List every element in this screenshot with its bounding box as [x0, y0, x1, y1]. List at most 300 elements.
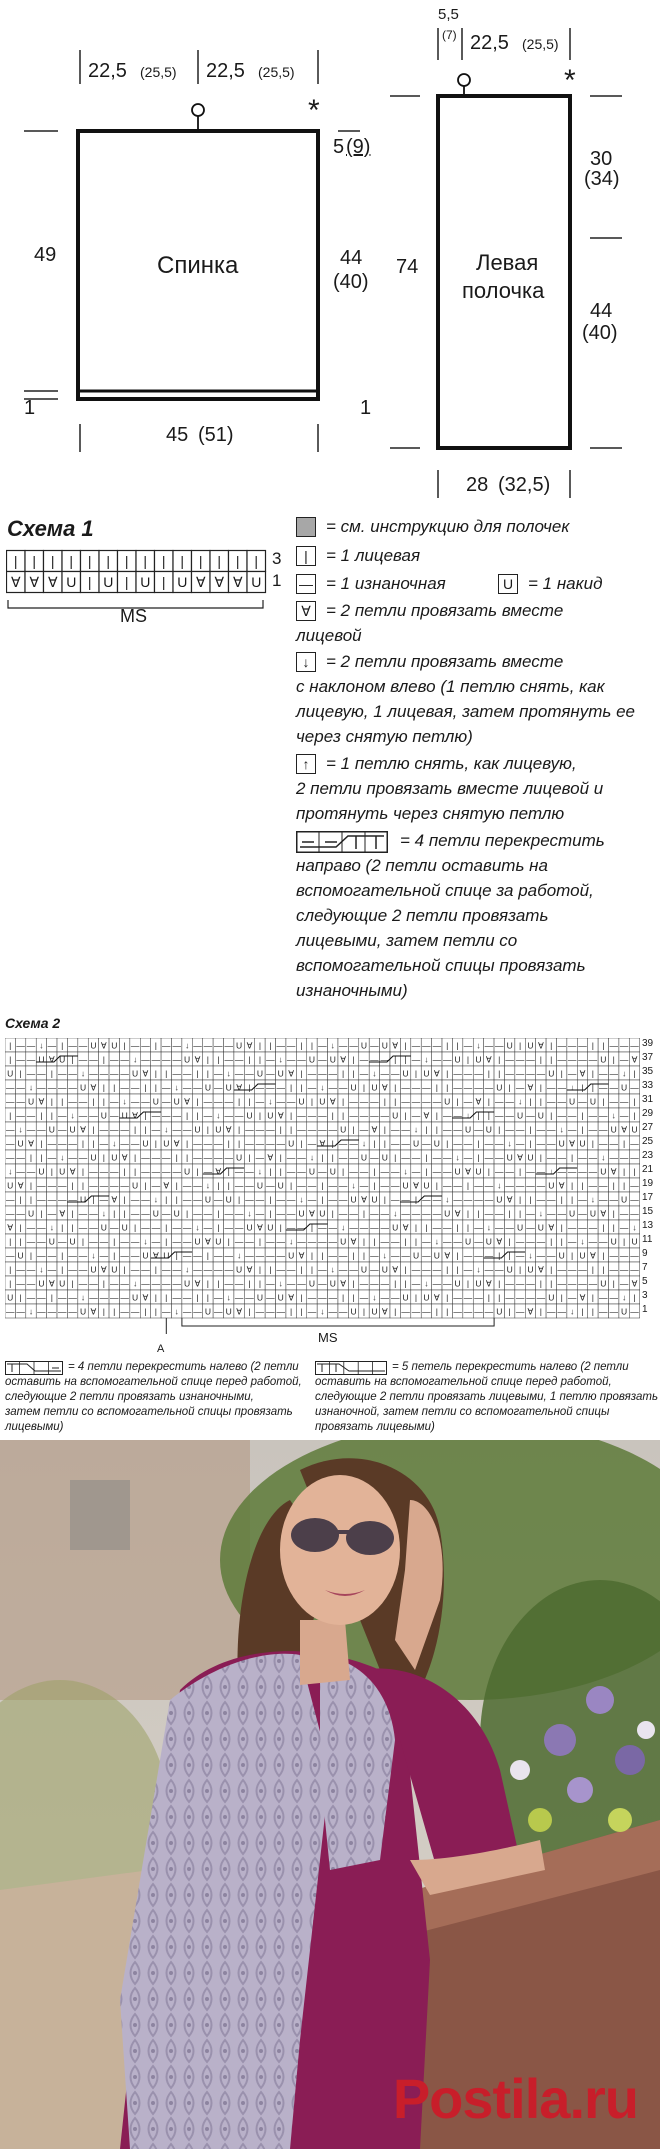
scheme2-symbol: — [567, 1264, 577, 1275]
scheme2-symbol: U [548, 1180, 555, 1191]
scheme2-symbol: ∀ [204, 1236, 211, 1247]
scheme2-symbol: — [484, 1082, 494, 1093]
scheme2-symbol: — [130, 1040, 140, 1051]
scheme2-symbol: — [234, 1166, 244, 1177]
scheme2-symbol: — [619, 1110, 629, 1121]
scheme2-symbol: — [453, 1236, 462, 1247]
scheme2-symbol: ∀ [38, 1096, 45, 1107]
photo-illustration [0, 1440, 660, 2149]
legend-cross4-3: вспомогательной спице за работой, [296, 881, 594, 900]
scheme2-symbol: U [412, 1250, 420, 1261]
scheme2-symbol: — [307, 1082, 317, 1093]
scheme2-symbol: U [225, 1194, 232, 1205]
scheme2-symbol: ∀ [257, 1222, 263, 1233]
scheme2-symbol: — [182, 1292, 192, 1303]
scheme2-symbol: — [214, 1264, 223, 1275]
scheme2-symbol: — [359, 1166, 369, 1177]
scheme2-symbol: — [203, 1110, 213, 1121]
scheme2-symbol: — [557, 1054, 566, 1065]
scheme2-symbol: ∀ [111, 1194, 118, 1205]
scheme2-symbol: | [71, 1222, 74, 1233]
scheme2-symbol: — [172, 1278, 181, 1289]
scheme2-symbol: U [142, 1138, 149, 1149]
scheme2-symbol: ↓ [601, 1152, 606, 1163]
scheme2-symbol: U [600, 1278, 607, 1289]
scheme2-symbol: — [89, 1166, 98, 1177]
scheme2-symbol: U [423, 1180, 430, 1191]
scheme2-symbol: — [557, 1152, 566, 1163]
scheme2-symbol: | [238, 1138, 241, 1149]
scheme2-symbol: — [47, 1040, 57, 1051]
scheme2-symbol: — [68, 1306, 77, 1317]
legend-sk2p-2: 2 петли провязать вместе лицевой и [296, 779, 604, 798]
scheme2-symbol: ∀ [225, 1124, 232, 1135]
back-hem-right: 1 [360, 397, 372, 419]
legend-k2tog: = 2 петли провязать вместе [326, 601, 564, 620]
scheme2-symbol: — [47, 1208, 57, 1219]
scheme2-symbol: — [266, 1068, 275, 1079]
scheme2-symbol: — [182, 1180, 192, 1191]
scheme2-symbol: — [26, 1068, 36, 1079]
scheme2-symbol: — [505, 1068, 514, 1079]
scheme1-symbol: | [235, 553, 240, 569]
scheme2-symbol: — [318, 1068, 327, 1079]
back-height-left: 49 [34, 244, 57, 266]
scheme1-symbol: U [66, 574, 77, 590]
back-shoulder-alt: (9) [346, 136, 371, 158]
scheme2-symbol: U [59, 1278, 66, 1289]
scheme2-symbol: U [256, 1292, 264, 1303]
scheme2-symbol: U [288, 1250, 295, 1261]
scheme2-symbol: — [130, 1138, 140, 1149]
scheme2-symbol: — [99, 1236, 109, 1247]
scheme2-symbol: — [57, 1306, 67, 1317]
scheme2-symbol: — [110, 1166, 119, 1177]
scheme2-symbol: — [245, 1138, 254, 1149]
scheme2-symbol: — [536, 1138, 546, 1149]
row-number: 25 [642, 1136, 654, 1147]
scheme2-symbol: U [236, 1264, 243, 1275]
scheme2-symbol: ∀ [100, 1264, 107, 1275]
scheme2-symbol: | [435, 1306, 438, 1317]
scheme1-symbol: | [69, 553, 74, 569]
scheme2-symbol: | [342, 1166, 345, 1177]
scheme2-symbol: — [130, 1096, 140, 1107]
scheme2-symbol: U [558, 1250, 565, 1261]
scheme2-symbol: — [578, 1278, 587, 1289]
scheme2-symbol: — [286, 1208, 296, 1219]
scheme2-symbol: | [446, 1306, 449, 1317]
scheme2-symbol: — [16, 1208, 25, 1219]
scheme2-symbol: | [300, 1306, 303, 1317]
back-hem-left: 1 [24, 397, 36, 419]
scheme2-symbol: — [526, 1208, 535, 1219]
scheme2-symbol: — [297, 1180, 306, 1191]
scheme2-symbol: U [496, 1194, 503, 1205]
scheme2-symbol: — [484, 1040, 494, 1051]
scheme2-symbol: ↓ [91, 1250, 96, 1261]
scheme2-symbol: — [390, 1194, 400, 1205]
scheme2-symbol: — [484, 1152, 494, 1163]
scheme2-symbol: | [113, 1082, 116, 1093]
scheme2-symbol: — [276, 1082, 285, 1093]
scheme2-symbol: — [234, 1110, 244, 1121]
scheme2-symbol: | [518, 1208, 522, 1219]
scheme1-title: Схема 1 [7, 516, 94, 541]
scheme2-symbol: — [110, 1110, 119, 1121]
scheme2-symbol: ∀ [100, 1040, 107, 1051]
scheme1-chart [6, 548, 296, 628]
scheme2-symbol: ∀ [142, 1068, 149, 1079]
scheme2-symbol: — [401, 1208, 410, 1219]
scheme2-symbol: — [515, 1250, 525, 1261]
scheme2-symbol: | [61, 1040, 64, 1051]
scheme2-symbol: | [300, 1292, 303, 1303]
scheme2-symbol: — [182, 1236, 192, 1247]
scheme2-symbol: — [99, 1194, 109, 1205]
scheme2-symbol: U [215, 1236, 222, 1247]
scheme2-symbol: | [518, 1040, 522, 1051]
scheme2-symbol: — [162, 1278, 171, 1289]
scheme2-symbol: ↓ [424, 1054, 429, 1065]
scheme2-symbol: — [588, 1278, 598, 1289]
cross-left-4-icon [5, 1361, 63, 1375]
scheme2-symbol: — [151, 1124, 161, 1135]
scheme2-symbol: ∀ [340, 1278, 347, 1289]
scheme2-symbol: — [515, 1068, 525, 1079]
scheme2-symbol: | [373, 1180, 376, 1191]
scheme2-symbol: | [581, 1082, 584, 1093]
scheme2-symbol: | [227, 1180, 230, 1191]
scheme2-symbol: | [383, 1138, 386, 1149]
scheme2-symbol: | [352, 1068, 355, 1079]
scheme2-symbol: ∀ [527, 1306, 534, 1317]
scheme2-symbol: — [453, 1124, 462, 1135]
scheme2-symbol: — [599, 1082, 608, 1093]
row-number: 19 [642, 1178, 654, 1189]
scheme2-symbol: — [578, 1222, 587, 1233]
scheme2-symbol: U [392, 1222, 399, 1233]
scheme2-symbol: — [411, 1096, 421, 1107]
scheme2-symbol: — [141, 1222, 150, 1233]
scheme2-symbol: ↓ [372, 1068, 377, 1079]
scheme2-symbol: — [16, 1152, 25, 1163]
scheme2-symbol: ∀ [537, 1040, 544, 1051]
scheme2-symbol: — [463, 1138, 473, 1149]
scheme2-symbol: U [173, 1096, 180, 1107]
scheme2-symbol: — [78, 1250, 88, 1261]
scheme2-symbol: | [404, 1236, 407, 1247]
scheme2-symbol: U [621, 1194, 628, 1205]
scheme2-symbol: ↓ [621, 1068, 627, 1079]
scheme2-symbol: | [248, 1278, 251, 1289]
scheme2-symbol: — [599, 1068, 608, 1079]
scheme2-symbol: | [498, 1068, 501, 1079]
scheme2-symbol: ∀ [433, 1292, 440, 1303]
scheme2-symbol: | [560, 1292, 563, 1303]
front-right-upper-alt: (34) [584, 168, 620, 190]
scheme2-symbol: — [224, 1040, 233, 1051]
scheme2-symbol: ↓ [611, 1110, 616, 1121]
scheme2-symbol: — [255, 1306, 265, 1317]
scheme2-symbol: — [162, 1152, 171, 1163]
back-top-left-alt: (25,5) [140, 64, 177, 80]
scheme2-symbol: — [255, 1138, 265, 1149]
scheme2-symbol: | [50, 1166, 53, 1177]
scheme2-symbol: — [193, 1306, 202, 1317]
scheme2-symbol: | [154, 1264, 157, 1275]
scheme2-symbol: ∀ [527, 1082, 534, 1093]
scheme1-symbol: ∀ [47, 574, 58, 590]
scheme2-symbol: — [609, 1096, 618, 1107]
front-top-small: 5,5 [438, 6, 459, 23]
scheme2-symbol: — [57, 1236, 67, 1247]
scheme1-symbol: | [124, 574, 129, 590]
scheme2-symbol: — [286, 1278, 296, 1289]
scheme2-symbol: — [110, 1292, 119, 1303]
scheme2-symbol: U [173, 1208, 180, 1219]
scheme2-symbol: ↓ [497, 1180, 502, 1191]
front-bottom: 28 [466, 474, 489, 496]
scheme2-symbol: U [131, 1180, 139, 1191]
scheme2-symbol: — [266, 1250, 275, 1261]
scheme2-symbol: — [557, 1306, 566, 1317]
scheme2-symbol: | [446, 1082, 449, 1093]
scheme2-symbol: — [432, 1278, 442, 1289]
scheme2-symbol: — [411, 1278, 421, 1289]
scheme2-symbol: — [16, 1110, 25, 1121]
legend-cross4-2: направо (2 петли оставить на [296, 856, 548, 875]
scheme2-symbol: | [623, 1166, 626, 1177]
scheme2-symbol: U [423, 1068, 430, 1079]
row-number: 11 [642, 1234, 653, 1245]
scheme2-symbol: — [120, 1082, 129, 1093]
scheme2-symbol: | [352, 1124, 355, 1135]
scheme2-symbol: — [255, 1096, 265, 1107]
legend-ssk-3: лицевую, 1 лицевая, затем протянуть ее [296, 702, 636, 721]
scheme2-symbol: | [508, 1082, 511, 1093]
scheme2-symbol: — [463, 1250, 473, 1261]
scheme2-symbol: — [5, 1124, 15, 1135]
scheme2-symbol: — [172, 1068, 181, 1079]
scheme2-symbol: — [380, 1236, 390, 1247]
scheme2-symbol: U [371, 1194, 378, 1205]
scheme2-symbol: U [79, 1194, 87, 1205]
scheme2-symbol: | [529, 1138, 532, 1149]
scheme2-symbol: — [57, 1292, 67, 1303]
scheme2-symbol: | [165, 1222, 168, 1233]
scheme2-symbol: — [130, 1264, 140, 1275]
scheme2-symbol: ∀ [28, 1138, 34, 1149]
legend-cross4-6: вспомогательной спицы провязать [296, 956, 586, 975]
row-number: 15 [642, 1206, 654, 1217]
scheme2-symbol: — [401, 1194, 410, 1205]
scheme2-symbol: | [508, 1250, 511, 1261]
scheme2-symbol: U [277, 1292, 284, 1303]
scheme2-symbol: | [310, 1264, 314, 1275]
scheme2-symbol: | [331, 1138, 334, 1149]
scheme2-symbol: ∀ [80, 1124, 86, 1135]
scheme2-symbol: U [371, 1082, 378, 1093]
scheme2-symbol: — [203, 1222, 213, 1233]
scheme2-symbol: — [110, 1054, 119, 1065]
scheme2-symbol: — [505, 1292, 514, 1303]
scheme2-symbol: — [359, 1222, 369, 1233]
scheme2-symbol: — [599, 1306, 608, 1317]
scheme2-symbol: — [463, 1306, 473, 1317]
scheme2-symbol: U [371, 1306, 378, 1317]
scheme2-symbol: — [370, 1264, 379, 1275]
scheme2-symbol: — [474, 1124, 483, 1135]
scheme1-row1: 1 [272, 571, 282, 590]
scheme2-symbol: U [444, 1208, 451, 1219]
scheme2-symbol: — [99, 1292, 109, 1303]
scheme2-symbol: U [329, 1166, 336, 1177]
scheme2-symbol: | [269, 1040, 272, 1051]
legend-purl: = 1 изнаночная [326, 574, 446, 593]
scheme2-symbol: U [142, 1250, 149, 1261]
scheme2-symbol: | [9, 1110, 12, 1121]
scheme2-symbol: — [245, 1068, 254, 1079]
scheme1-symbol: | [198, 553, 203, 569]
scheme2-symbol: ∀ [413, 1180, 419, 1191]
scheme2-symbol: | [633, 1292, 636, 1303]
scheme2-symbol: U [350, 1082, 357, 1093]
scheme2-symbol: | [92, 1194, 95, 1205]
scheme2-symbol: U [537, 1222, 544, 1233]
scheme2-symbol: | [508, 1236, 511, 1247]
scheme2-symbol: — [390, 1166, 400, 1177]
scheme2-symbol: — [99, 1166, 109, 1177]
scheme2-symbol: — [266, 1138, 275, 1149]
yarn-over-icon: U [498, 574, 518, 594]
scheme2-symbol: U [496, 1306, 503, 1317]
scheme2-symbol: — [328, 1306, 338, 1317]
scheme2-symbol: — [214, 1068, 223, 1079]
scheme2-symbol: | [165, 1194, 168, 1205]
scheme2-symbol: — [162, 1040, 171, 1051]
scheme2-symbol: | [487, 1096, 490, 1107]
scheme2-symbol: — [495, 1110, 504, 1121]
scheme2-symbol: ↓ [39, 1264, 44, 1275]
scheme2-symbol: | [144, 1082, 147, 1093]
scheme2-symbol: ∀ [579, 1292, 586, 1303]
scheme2-symbol: | [217, 1222, 220, 1233]
scheme2-symbol: ∀ [277, 1110, 284, 1121]
scheme1-symbol: | [87, 553, 92, 569]
scheme2-symbol: ↓ [569, 1306, 575, 1317]
footnote-left-1: = 4 петли перекрестить налево (2 петли [68, 1361, 299, 1373]
scheme2-symbol: — [359, 1292, 369, 1303]
scheme2-symbol: | [300, 1082, 303, 1093]
scheme2-symbol: | [144, 1124, 147, 1135]
scheme2-symbol: — [495, 1096, 504, 1107]
scheme1-row3: 3 [272, 549, 282, 568]
scheme2-symbol: | [227, 1236, 230, 1247]
ssk-icon: ↓ [296, 652, 316, 672]
scheme2-symbol: ∀ [184, 1096, 191, 1107]
scheme2-symbol: — [463, 1152, 473, 1163]
scheme2-symbol: — [463, 1292, 473, 1303]
scheme2-symbol: ↓ [486, 1222, 491, 1233]
scheme2-ms: MS [318, 1330, 338, 1345]
scheme2-symbol: — [307, 1138, 317, 1149]
scheme2-symbol: — [276, 1096, 285, 1107]
scheme2-symbol: U [131, 1292, 139, 1303]
scheme2-symbol: — [224, 1096, 233, 1107]
row-number: 35 [642, 1066, 654, 1077]
scheme2-symbol: | [498, 1054, 501, 1065]
scheme2-symbol: — [68, 1068, 77, 1079]
scheme2-symbol: | [487, 1166, 490, 1177]
scheme2-symbol: — [318, 1292, 327, 1303]
scheme2-symbol: ↓ [330, 1040, 335, 1051]
scheme2-symbol: — [484, 1208, 494, 1219]
scheme2-symbol: — [463, 1082, 473, 1093]
scheme2-symbol: | [154, 1138, 157, 1149]
scheme2-symbol: | [258, 1264, 262, 1275]
scheme2-symbol: — [276, 1194, 285, 1205]
scheme2-symbol: — [578, 1208, 587, 1219]
scheme2-symbol: — [151, 1278, 161, 1289]
scheme2-symbol: — [57, 1194, 67, 1205]
scheme2-symbol: — [16, 1082, 25, 1093]
scheme2-symbol: ∀ [163, 1180, 170, 1191]
scheme2-symbol: — [390, 1236, 400, 1247]
scheme2-symbol: | [123, 1208, 126, 1219]
scheme2-symbol: | [550, 1110, 553, 1121]
scheme2-symbol: | [612, 1222, 615, 1233]
scheme2-symbol: U [631, 1236, 638, 1247]
scheme2-symbol: — [411, 1306, 421, 1317]
scheme2-symbol: | [550, 1236, 553, 1247]
scheme2-symbol: U [506, 1040, 513, 1051]
scheme2-symbol: — [619, 1208, 629, 1219]
scheme2-symbol: — [599, 1194, 608, 1205]
front-right-lower: 44 [590, 300, 613, 322]
scheme2-symbol: ↓ [184, 1040, 190, 1051]
row-number: 39 [642, 1038, 654, 1049]
scheme2-symbol: — [266, 1278, 275, 1289]
scheme2-symbol: — [255, 1082, 265, 1093]
k2tog-icon: ∀ [296, 601, 316, 621]
scheme2-symbol: — [474, 1250, 483, 1261]
scheme2-symbol: — [567, 1124, 577, 1135]
scheme2-symbol: — [432, 1152, 442, 1163]
scheme2-symbol: ↓ [424, 1278, 429, 1289]
scheme2-symbol: ∀ [444, 1250, 451, 1261]
scheme2-symbol: U [527, 1152, 534, 1163]
scheme2-symbol: | [425, 1152, 428, 1163]
scheme2-symbol: — [432, 1040, 442, 1051]
scheme2-symbol: ↓ [372, 1292, 377, 1303]
scheme2-symbol: ∀ [475, 1096, 482, 1107]
scheme2-symbol: | [570, 1250, 574, 1261]
scheme2-symbol: — [619, 1040, 629, 1051]
scheme2-symbol: — [619, 1096, 629, 1107]
scheme2-symbol: U [100, 1222, 107, 1233]
scheme2-symbol: U [454, 1166, 461, 1177]
scheme2-symbol: — [630, 1250, 639, 1261]
scheme2-symbol: — [37, 1292, 46, 1303]
scheme2-symbol: | [102, 1152, 105, 1163]
scheme2-symbol: | [550, 1264, 553, 1275]
scheme2-symbol: ↓ [289, 1236, 294, 1247]
scheme2-symbol: | [61, 1264, 64, 1275]
scheme2-symbol: — [526, 1180, 535, 1191]
scheme2-symbol: | [279, 1222, 282, 1233]
scheme2-symbol: — [442, 1236, 452, 1247]
